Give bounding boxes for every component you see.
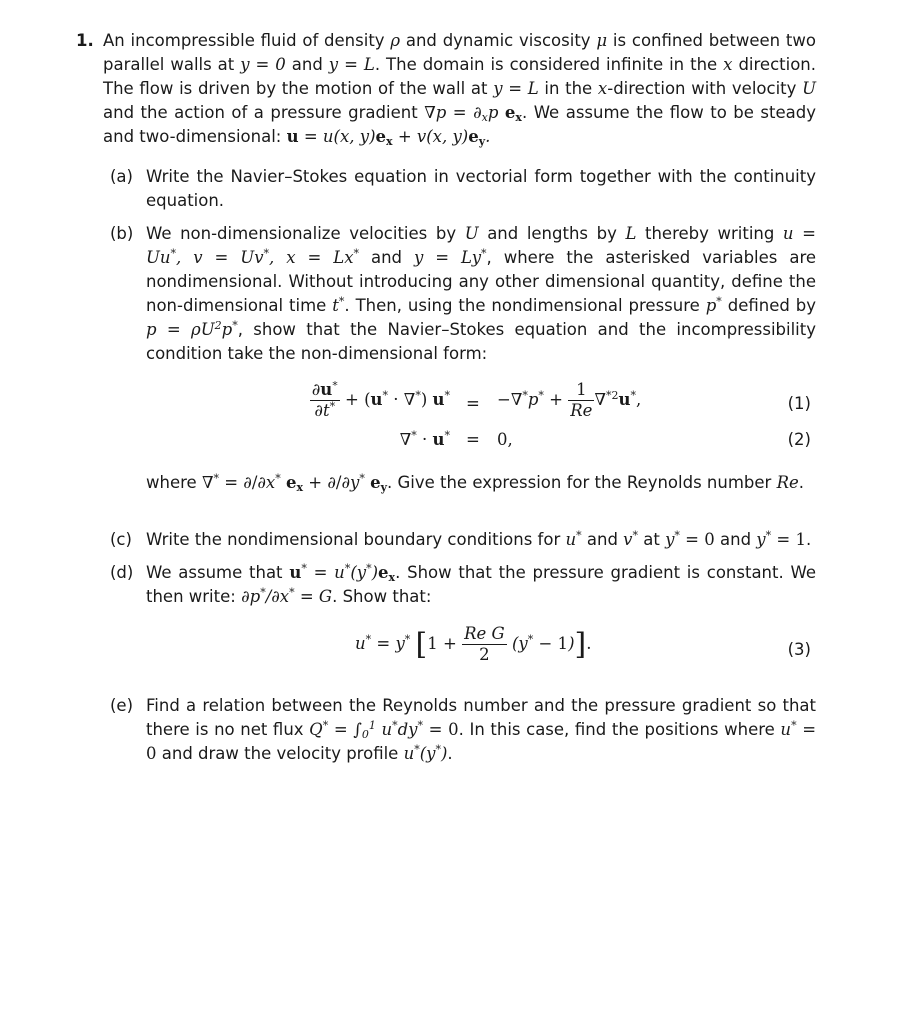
part-c-label: (c) [110,530,132,549]
equation-1 [0,380,897,426]
problem-statement: An incompressible fluid of density ρ and dynamic viscosity μ is confined between two parallel walls at y = 0 and y = L. The domain is considered infinite in the x direction. The flow is driven by the motion of the wall at y = L in the x-direction with velocity U and the action of a pressure gradient $\nabla p = \partial_xp$ $e_x$. We assume the flow to be steady and two-dimensional: u = u(x, $y)e_x + v(x$, $y)e_y$. [103,31,816,148]
part-b-label: (b) [110,224,134,243]
part-d [110,561,816,609]
eq1-number: (1) [787,394,811,413]
part-e [110,694,816,766]
part-c-text: Write the nondimensional boundary conditions for u* and v* at y* = 0 and y* = 1. [146,529,812,549]
part-a-label: (a) [110,167,133,186]
part-a-text: Write the Navier–Stokes equation in vectorial form together with the continuity equation. [146,167,816,210]
eq2-lhs: ∇* · u* [399,429,450,449]
equation-3 [0,624,897,676]
part-b-text: We non-dimensionalize velocities by U and lengths by L thereby writing u = Uu*, v = Uv*, x = Lx* and y = Ly*, where the asterisked variables are nondimensional. Without introducing any other dimensional quantity, define the non-dimensional time t*. Then, using the nondimensional pressure p* defined by $p = \rho U^2p^*$, show that the Navier–Stokes equation and the incompressibility condition take the non-dimensional form: [146,224,817,363]
eq1-equals: = [466,394,480,413]
eq2-number: (2) [787,430,811,449]
part-b [110,222,816,366]
eq3-number: (3) [787,640,811,659]
problem-number: 1. [76,31,94,50]
part-a [110,165,816,213]
part-b-after-text: where ∇* = ∂/∂x* $e_x + \partial/\partial y^*$ $e_y$. Give the expression for the Reynolds number Re. [146,472,805,494]
eq2-equals: = [466,430,480,449]
eq3-body: u* = y* [1 + $\frac{\text{Re G}}{2}$ (y* − 1)]. [355,624,592,664]
eq1-rhs: −∇*p* + $\frac{1}{Re}$ ∇$^{*2}$u*, [497,380,642,420]
eq1-lhs: $\frac{\partial u^*}{\partial t^*}$ + (u* · ∇*) u* [311,379,450,420]
part-e-label: (e) [110,696,134,715]
part-b-continued [110,471,816,495]
part-e-text: Find a relation between the Reynolds number and the pressure gradient so that there is no net flux $Q^* = \int_0^1$ u*dy* = 0. In this case, find the positions where u* = 0 and draw the velocity profile u*(y*). [146,696,817,763]
problem-1 [76,29,816,149]
eq2-rhs: 0, [497,430,513,449]
part-d-text: We assume that $u^* = u^*(y^*)e_x$. Show that the pressure gradient is constant. We then write: ∂p*/∂x* = G. Show that: [146,562,816,606]
equation-2 [0,428,897,458]
part-c [110,528,816,552]
part-d-label: (d) [110,563,134,582]
